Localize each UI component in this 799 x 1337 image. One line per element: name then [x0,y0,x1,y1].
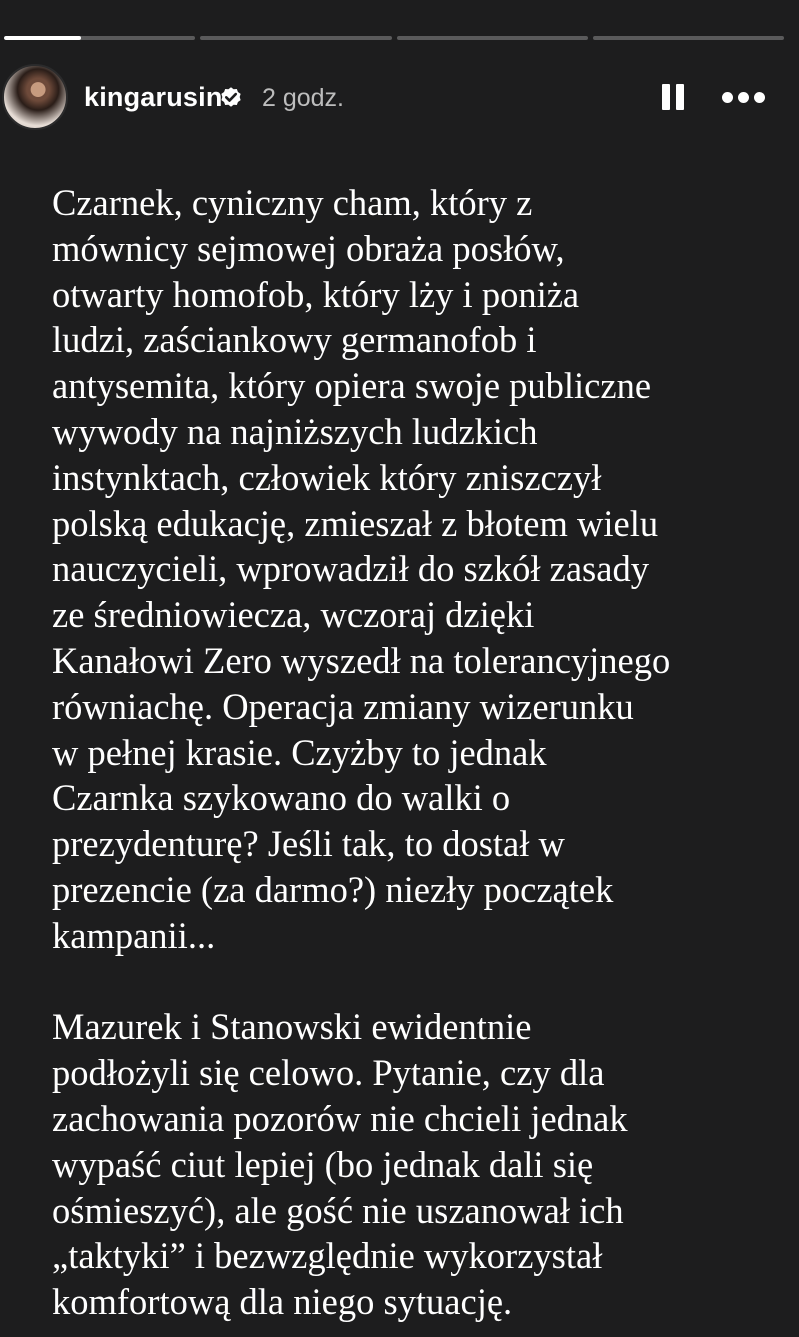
story-progress-bar [4,36,784,40]
progress-segment [4,36,195,40]
more-options-icon[interactable] [720,86,766,110]
story-paragraph: Czarnek, cyniczny cham, który z mównicy sejmowej obraża posłów, otwarty homofob, który lży i poniża ludzi, zaściankowy germanofob i antysemita, który opiera swoje publiczne wywody na najniższych ludzkich instynktach, człowiek który zniszczył polską edukację, zmieszał z błotem wielu nauczycieli, wprowadził do szkół zasady ze średniowiecza, wczoraj dzięki Kanałowi Zero wyszedł na tolerancyjnego równiachę. Operacja zmiany wizerunku w pełnej krasie. Czyżby to jednak Czarnka szykowano do walki o prezydenturę? Jeśli tak, to dostał w prezencie (za darmo?) niezły początek kampanii... [52,182,671,956]
progress-segment [200,36,391,40]
pause-bar [676,84,684,110]
more-dot [754,92,765,103]
post-time: 2 godz. [262,84,345,112]
pause-icon[interactable] [660,82,686,114]
story-header [0,64,799,130]
pause-bar [662,84,670,110]
more-dot [738,92,749,103]
progress-fill [4,36,81,40]
story-paragraph: Mazurek i Stanowski ewidentnie podłożyli się celowo. Pytanie, czy dla zachowania pozorów nie chcieli jednak wypaść ciut lepiej (bo jednak dali się ośmieszyć), ale gość nie uszanował ich „taktyki” i bezwzględnie wykorzystał komfortową dla niego sytuację. [52,1006,628,1323]
more-dot [722,92,733,103]
username[interactable]: kingarusin [84,82,223,112]
progress-segment [593,36,784,40]
progress-segment [397,36,588,40]
story-text [52,180,772,1325]
verified-badge-icon [218,84,244,110]
avatar[interactable] [2,64,68,130]
